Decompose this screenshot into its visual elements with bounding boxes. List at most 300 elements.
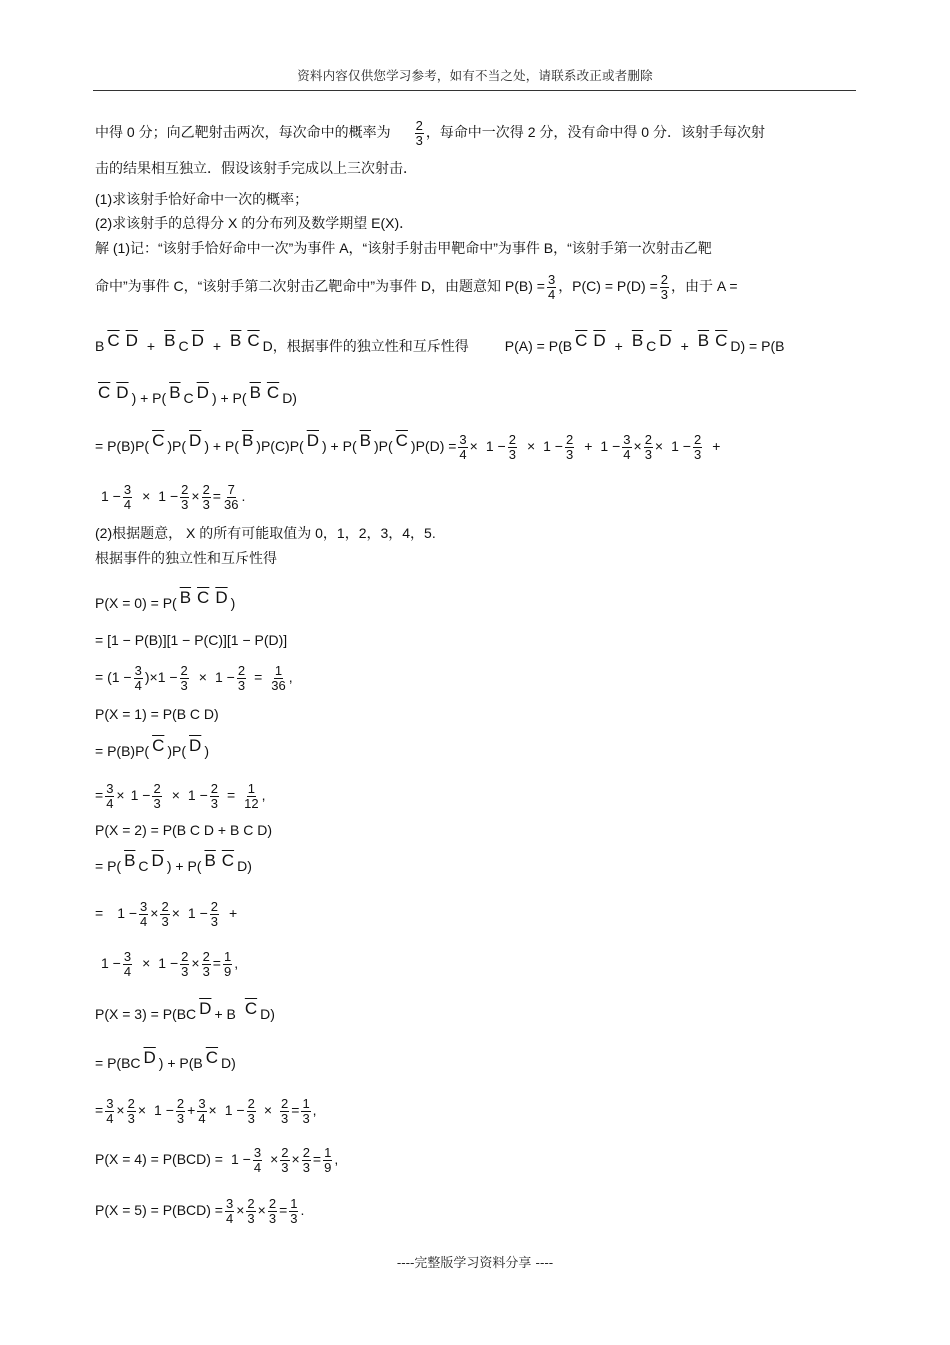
punctuation: , — [334, 1151, 339, 1168]
numerator: 2 — [565, 431, 574, 447]
fraction — [644, 433, 653, 461]
operator: × — [198, 669, 207, 686]
denominator: 12 — [244, 795, 259, 811]
operator: × — [137, 1102, 147, 1119]
fraction — [289, 1197, 298, 1225]
denominator: 4 — [253, 1159, 262, 1175]
line-text: 命中”为事件 C，“该射手第二次射击乙靶命中”为事件 D，由题意知 P(B) = — [95, 278, 545, 295]
solution-line — [95, 656, 855, 700]
overline-symbol: $\overline{D}$ — [189, 736, 202, 756]
line-text: P(X = 3) = P(BC — [95, 1006, 197, 1023]
line-text: ) + P( — [131, 390, 167, 407]
operator: × — [171, 905, 180, 922]
line-text: 1 − — [101, 955, 121, 972]
denominator: 3 — [180, 677, 188, 693]
operator: × — [263, 1102, 273, 1119]
fraction — [323, 1146, 332, 1174]
numerator: 2 — [693, 431, 702, 447]
symbol: B — [95, 338, 105, 355]
fraction — [547, 273, 556, 301]
line-text: P(X = 1) = P(B C D) — [95, 706, 219, 723]
line-text: 1 − — [154, 1102, 174, 1119]
solution-line — [95, 938, 855, 990]
numerator: 3 — [123, 948, 132, 964]
line-text: D) — [282, 390, 297, 407]
numerator: 1 — [302, 1095, 310, 1111]
line-text: P(X = 0) = P( — [95, 595, 177, 612]
denominator: 9 — [324, 1159, 332, 1175]
denominator: 9 — [223, 963, 232, 979]
denominator: 3 — [181, 496, 189, 512]
fraction — [202, 483, 211, 511]
symbol: C — [183, 390, 194, 407]
operator: × — [469, 438, 478, 455]
denominator: 4 — [106, 1110, 114, 1126]
line-text: D) — [221, 1055, 236, 1072]
overline-symbol: $\overline{C}$ — [575, 331, 588, 351]
page-footer: ----完整版学习资料分享 ---- — [396, 1256, 554, 1271]
denominator: 36 — [223, 496, 239, 512]
numerator: 2 — [176, 1095, 185, 1111]
overline-symbol: $\overline{D}$ — [215, 588, 228, 608]
line-text: 解 (1)记：“该射手恰好命中一次”为事件 A，“该射手射击甲靶命中”为事件 B，“该射手第一次射击乙靶 — [95, 240, 712, 257]
solution-line — [95, 774, 855, 818]
fraction — [280, 1146, 289, 1174]
overline-symbol: $\overline{B}$ — [169, 383, 181, 403]
operator: × — [149, 669, 158, 686]
fraction — [180, 950, 189, 978]
line-text: = P( — [95, 858, 122, 875]
fraction — [152, 782, 161, 810]
denominator: 3 — [290, 1210, 298, 1226]
denominator: 3 — [202, 963, 210, 979]
overline-symbol: $\overline{C}$ — [98, 383, 111, 403]
denominator: 4 — [623, 446, 631, 462]
operator: × — [171, 787, 180, 804]
numerator: 2 — [161, 898, 169, 914]
overline-symbol: $\overline{D}$ — [199, 999, 212, 1019]
denominator: 3 — [247, 1110, 255, 1126]
page-header: 资料内容仅供您学习参考，如有不当之处，请联系改正或者删除 — [297, 68, 653, 83]
operator: × — [150, 905, 159, 922]
numerator: 3 — [106, 1095, 114, 1111]
operator: = — [254, 669, 263, 686]
fraction — [237, 664, 246, 692]
operator: × — [633, 438, 642, 455]
fraction — [123, 483, 132, 511]
operator: = — [95, 1102, 104, 1119]
line-text: = P(BC — [95, 1055, 141, 1072]
fraction — [622, 433, 631, 461]
numerator: 3 — [225, 1195, 234, 1211]
operator: = — [95, 787, 104, 804]
solution-line — [95, 422, 855, 472]
line-text: D) — [237, 858, 252, 875]
solution-line — [95, 312, 855, 376]
operator: = — [95, 905, 104, 922]
denominator: 3 — [153, 795, 161, 811]
operator: + — [228, 905, 238, 922]
punctuation: , — [234, 955, 239, 972]
line-text: = P(B)P( — [95, 743, 150, 760]
solution-line — [95, 572, 855, 626]
overline-symbol: $\overline{B}$ — [359, 431, 371, 451]
fraction — [210, 900, 219, 928]
line-text: ) + P(B — [158, 1055, 203, 1072]
solution-line — [95, 1088, 855, 1134]
denominator: 36 — [271, 677, 286, 693]
denominator: 3 — [202, 496, 210, 512]
fraction — [268, 1197, 277, 1225]
line-text: (1)求该射手恰好命中一次的概率； — [95, 191, 309, 208]
overline-symbol: $\overline{C}$ — [152, 736, 165, 756]
numerator: 2 — [415, 117, 423, 133]
numerator: 2 — [180, 662, 188, 678]
punctuation: . — [241, 488, 246, 505]
operator: = — [312, 1151, 322, 1168]
line-text: P(X = 2) = P(B C D + B C D) — [95, 822, 272, 839]
fraction — [458, 433, 467, 461]
numerator: 1 — [247, 780, 256, 796]
overline-symbol: $\overline{C}$ — [244, 999, 258, 1019]
numerator: 7 — [227, 481, 235, 497]
line-text: )P(D) = — [410, 438, 457, 455]
operator: × — [526, 438, 536, 455]
numerator: 2 — [210, 780, 218, 796]
operator: = — [212, 488, 221, 505]
fraction — [660, 273, 669, 301]
overline-symbol: $\overline{C}$ — [152, 431, 165, 451]
punctuation: ) — [204, 743, 209, 760]
line-text: ) + P( — [166, 858, 202, 875]
denominator: 3 — [693, 446, 702, 462]
denominator: 3 — [302, 1159, 310, 1175]
punctuation: , — [261, 787, 266, 804]
fraction — [302, 1146, 311, 1174]
overline-symbol: $\overline{C}$ — [197, 588, 210, 608]
denominator: 3 — [247, 1210, 255, 1226]
line-text: 中得 0 分；向乙靶射击两次，每次命中的概率为 — [95, 124, 391, 141]
fraction — [127, 1097, 136, 1125]
overline-symbol: $\overline{B}$ — [230, 331, 242, 351]
numerator: 2 — [660, 271, 668, 287]
denominator: 4 — [134, 677, 142, 693]
line-text: )P(C)P( — [256, 438, 304, 455]
line-text: 1 − — [157, 669, 178, 686]
line-text: (2)根据题意， X 的所有可能取值为 0，1，2，3，4，5. — [95, 525, 436, 542]
overline-symbol: $\overline{B}$ — [179, 588, 192, 608]
overline-symbol: $\overline{D}$ — [189, 431, 202, 451]
line-text: )P( — [373, 438, 393, 455]
line-text: 击的结果相互独立．假设该射手完成以上三次射击． — [95, 160, 417, 177]
operator: = — [291, 1102, 300, 1119]
fraction — [105, 1097, 114, 1125]
solution-line — [95, 1186, 855, 1236]
fraction — [225, 1197, 234, 1225]
fraction — [176, 1097, 185, 1125]
numerator: 2 — [202, 481, 210, 497]
fraction — [693, 433, 702, 461]
denominator: 4 — [225, 1210, 234, 1226]
operator: × — [142, 955, 151, 972]
operator: + — [146, 338, 156, 355]
line-text: P(X = 5) = P(BCD) = — [95, 1202, 223, 1219]
fraction — [134, 664, 143, 692]
solution-line — [95, 472, 855, 522]
overline-symbol: $\overline{B}$ — [124, 851, 136, 871]
operator: + — [584, 438, 593, 455]
operator: + — [680, 338, 689, 355]
numerator: 2 — [281, 1095, 289, 1111]
solution-line — [95, 262, 855, 312]
line-text: 1 − — [224, 1102, 245, 1119]
overline-symbol: $\overline{C}$ — [221, 851, 235, 871]
numerator: 3 — [459, 431, 467, 447]
overline-symbol: $\overline{B}$ — [631, 331, 644, 351]
numerator: 2 — [281, 1144, 289, 1160]
fraction — [247, 1097, 256, 1125]
symbol: C — [178, 338, 189, 355]
overline-symbol: $\overline{B}$ — [164, 331, 176, 351]
operator: × — [208, 1102, 217, 1119]
denominator: 3 — [281, 1159, 289, 1175]
punctuation: ) — [144, 669, 150, 686]
denominator: 3 — [181, 963, 189, 979]
solution-line — [95, 730, 855, 774]
numerator: 2 — [247, 1095, 255, 1111]
solution-line — [95, 376, 855, 422]
overline-symbol: $\overline{C}$ — [247, 331, 260, 351]
fraction — [280, 1097, 289, 1125]
line-text: = P(B)P( — [95, 438, 150, 455]
line-text: + B — [214, 1006, 236, 1023]
overline-symbol: $\overline{C}$ — [107, 331, 120, 351]
denominator: 3 — [268, 1210, 277, 1226]
line-text: P(A) = P(B — [504, 338, 573, 355]
fraction — [270, 664, 286, 692]
line-text: 1 − — [600, 438, 621, 455]
overline-symbol: $\overline{B}$ — [249, 383, 261, 403]
solution-line — [95, 700, 855, 730]
overline-symbol: $\overline{B}$ — [697, 331, 710, 351]
line-text: )P( — [167, 438, 187, 455]
overline-symbol: $\overline{C}$ — [205, 1048, 219, 1068]
fraction — [253, 1146, 262, 1174]
overline-symbol: $\overline{D}$ — [125, 331, 138, 351]
text-line — [95, 150, 855, 188]
operator: × — [116, 1102, 125, 1119]
numerator: 3 — [106, 780, 114, 796]
operator: × — [116, 787, 125, 804]
line-text: 1 − — [130, 787, 151, 804]
operator: = — [279, 1202, 288, 1219]
denominator: 3 — [660, 286, 668, 302]
solution-line — [95, 844, 855, 890]
fraction — [246, 1197, 255, 1225]
numerator: 2 — [302, 1144, 310, 1160]
fraction — [243, 782, 259, 810]
overline-symbol: $\overline{B}$ — [241, 431, 254, 451]
fraction — [301, 1097, 310, 1125]
operator: + — [212, 338, 222, 355]
fraction — [223, 483, 239, 511]
numerator: 2 — [268, 1195, 277, 1211]
line-text: ) + P( — [322, 438, 357, 455]
overline-symbol: $\overline{D}$ — [151, 851, 164, 871]
line-text: 1 − — [214, 669, 235, 686]
solution-line — [95, 1134, 855, 1186]
symbol: C — [138, 858, 149, 875]
numerator: 3 — [140, 898, 148, 914]
solution-line — [95, 818, 855, 844]
punctuation: . — [300, 1202, 305, 1219]
question-1 — [95, 188, 855, 212]
line-text: 1 − — [117, 905, 138, 922]
operator: × — [191, 955, 200, 972]
fraction — [123, 950, 132, 978]
numerator: 1 — [223, 948, 232, 964]
overline-symbol: $\overline{D}$ — [593, 331, 606, 351]
solution-line — [95, 626, 855, 656]
numerator: 2 — [181, 948, 189, 964]
denominator: 3 — [161, 913, 169, 929]
solution-line — [95, 522, 855, 546]
overline-symbol: $\overline{D}$ — [196, 383, 209, 403]
denominator: 3 — [210, 913, 218, 929]
numerator: 2 — [181, 481, 189, 497]
overline-symbol: $\overline{D}$ — [143, 1048, 156, 1068]
operator: × — [257, 1202, 266, 1219]
numerator: 1 — [274, 662, 283, 678]
numerator: 2 — [202, 948, 210, 964]
operator: × — [291, 1151, 300, 1168]
overline-symbol: $\overline{D}$ — [191, 331, 204, 351]
symbol: C — [646, 338, 657, 355]
header-divider — [93, 90, 856, 91]
numerator: 3 — [123, 481, 132, 497]
denominator: 3 — [127, 1110, 135, 1126]
denominator: 4 — [123, 496, 132, 512]
denominator: 3 — [415, 132, 423, 148]
numerator: 3 — [547, 271, 556, 287]
fraction — [105, 782, 114, 810]
overline-symbol: $\overline{C}$ — [715, 331, 728, 351]
line-text: 1 − — [485, 438, 506, 455]
line-text: 1 − — [158, 488, 179, 505]
denominator: 4 — [123, 963, 132, 979]
line-text: 1 − — [158, 955, 179, 972]
operator: + — [614, 338, 623, 355]
line-text: (2)求该射手的总得分 X 的分布列及数学期望 E(X)． — [95, 215, 414, 232]
numerator: 2 — [237, 662, 246, 678]
line-text: )P( — [167, 743, 187, 760]
denominator: 3 — [176, 1110, 185, 1126]
line-text: 1 − — [230, 1151, 251, 1168]
line-text: 1 − — [187, 787, 208, 804]
operator: × — [191, 488, 200, 505]
fraction — [202, 950, 211, 978]
denominator: 4 — [198, 1110, 206, 1126]
line-text: ，由于 A = — [671, 278, 738, 295]
numerator: 1 — [324, 1144, 332, 1160]
fraction — [415, 119, 424, 147]
solution-line — [95, 546, 855, 572]
fraction — [210, 782, 219, 810]
denominator: 4 — [547, 286, 556, 302]
overline-symbol: $\overline{D}$ — [659, 331, 672, 351]
operator: × — [142, 488, 151, 505]
numerator: 2 — [127, 1095, 135, 1111]
solution-line — [95, 236, 855, 262]
line-text: 1 − — [101, 488, 121, 505]
line-text: ，P(C) = P(D) = — [558, 278, 658, 295]
line-text: 根据事件的独立性和互斥性得 — [95, 550, 277, 567]
operator: = — [212, 955, 221, 972]
denominator: 3 — [644, 446, 652, 462]
punctuation: , — [288, 669, 293, 686]
fraction — [223, 950, 232, 978]
numerator: 2 — [153, 780, 161, 796]
overline-symbol: $\overline{D}$ — [306, 431, 319, 451]
denominator: 3 — [281, 1110, 289, 1126]
overline-symbol: $\overline{D}$ — [116, 383, 129, 403]
overline-symbol: $\overline{C}$ — [395, 431, 408, 451]
line-text: 1 − — [543, 438, 563, 455]
operator: + — [187, 1102, 196, 1119]
line-text: ，每命中一次得 2 分，没有命中得 0 分．该射手每次射 — [425, 124, 765, 141]
line-text: ) + P( — [204, 438, 239, 455]
fraction — [180, 483, 189, 511]
punctuation: , — [312, 1102, 317, 1119]
denominator: 4 — [140, 913, 148, 929]
fraction — [508, 433, 517, 461]
denominator: 4 — [459, 446, 467, 462]
denominator: 3 — [565, 446, 574, 462]
line-text: 1 − — [671, 438, 691, 455]
numerator: 2 — [210, 898, 218, 914]
document-body — [95, 116, 855, 1236]
question-2 — [95, 212, 855, 236]
text-line — [95, 116, 855, 150]
solution-line — [95, 890, 855, 938]
fraction — [139, 900, 148, 928]
denominator: 3 — [237, 677, 246, 693]
overline-symbol: $\overline{C}$ — [266, 383, 280, 403]
numerator: 3 — [198, 1095, 206, 1111]
line-text: = (1 − — [95, 669, 132, 686]
line-text: ) + P( — [211, 390, 247, 407]
fraction — [160, 900, 169, 928]
overline-symbol: $\overline{B}$ — [204, 851, 216, 871]
operator: × — [270, 1151, 279, 1168]
denominator: 3 — [210, 795, 218, 811]
numerator: 3 — [623, 431, 631, 447]
fraction — [180, 664, 189, 692]
line-text: = [1 − P(B)][1 − P(C)][1 − P(D)] — [95, 632, 288, 649]
solution-line — [95, 1040, 855, 1088]
fraction — [197, 1097, 206, 1125]
line-text: D，根据事件的独立性和互斥性得 — [262, 338, 469, 355]
denominator: 4 — [106, 795, 114, 811]
numerator: 2 — [644, 431, 652, 447]
line-text: D) — [260, 1006, 275, 1023]
operator: × — [236, 1202, 245, 1219]
numerator: 2 — [508, 431, 516, 447]
fraction — [565, 433, 574, 461]
numerator: 3 — [253, 1144, 262, 1160]
numerator: 3 — [134, 662, 142, 678]
operator: = — [226, 787, 236, 804]
